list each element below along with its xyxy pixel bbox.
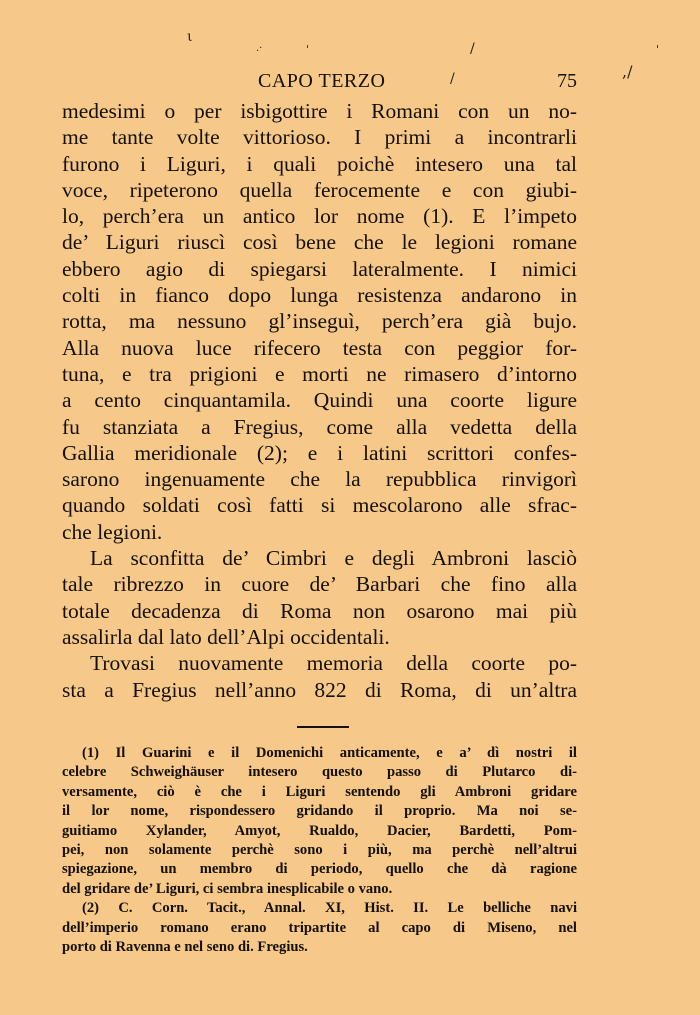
- text-line: sta a Fregius nell’anno 822 di Roma, di un’altra: [62, 677, 577, 702]
- main-text: [62, 98, 577, 703]
- text-line: lo, perch’era un antico lor nome (1). E l’impeto: [62, 204, 577, 229]
- text-line: La sconfitta de’ Cimbri e degli Ambroni lasciò: [90, 546, 577, 571]
- text-line: Alla nuova luce rifecero testa con peggior for-: [62, 335, 577, 360]
- text-line: Trovasi nuovamente memoria della coorte po-: [90, 651, 577, 676]
- text-line: a cento cinquantamila. Quindi una coorte ligure: [62, 388, 577, 413]
- text-line: sarono ingenuamente che la repubblica rinvigorì: [62, 467, 577, 492]
- ink-speck: /: [450, 71, 455, 87]
- ink-speck: ,/: [622, 62, 633, 81]
- text-line: totale decadenza di Roma non osarono mai più: [62, 598, 577, 623]
- text-line: tuna, e tra prigioni e morti ne rimasero d’intorno: [62, 361, 577, 386]
- text-line: furono i Liguri, i quali poichè intesero una tal: [62, 151, 577, 176]
- text-line: medesimi o per isbigottire i Romani con un no-: [62, 99, 577, 123]
- text-line: assalirla dal lato dell’Alpi occidentali.: [62, 624, 390, 649]
- footnote-line: porto di Ravenna e nel seno di. Fregius.: [62, 938, 308, 955]
- footnote-line: pei, non solamente perchè sono i più, ma perchè nell’altrui: [62, 841, 577, 858]
- footnote-line: guitiamo Xylander, Amyot, Rualdo, Dacier, Bardetti, Pom-: [62, 822, 577, 839]
- text-line: rotta, ma nessuno gl’inseguì, perch’era già bujo.: [62, 309, 577, 334]
- text-line: colti in fianco dopo lunga resistenza andarono in: [62, 283, 577, 308]
- text-line: voce, ripeterono quella ferocemente e con giubi-: [62, 177, 577, 202]
- text-line: ebbero agio di spiegarsi lateralmente. I nimici: [62, 256, 577, 281]
- page-number: 75: [557, 70, 577, 92]
- footnote-line: spiegazione, un membro di periodo, quello che dà ragione: [62, 861, 577, 878]
- chapter-title: CAPO TERZO: [258, 70, 386, 92]
- footnote-line: del gridare de’ Liguri, ci sembra inesplicabile o vano.: [62, 880, 393, 897]
- text-line: tale ribrezzo in cuore de’ Barbari che fino alla: [62, 572, 577, 597]
- footnote-line: celebre Schweighäuser intesero questo passo di Plutarco di-: [62, 764, 577, 781]
- text-line: me tante volte vittorioso. I primi a incontrarli: [62, 125, 577, 150]
- footnote-line: versamente, ciò è che i Liguri sentendo gli Ambroni gridare: [62, 783, 577, 800]
- ink-speck: /: [470, 41, 475, 57]
- text-line: che legioni.: [62, 519, 163, 544]
- text-line: quando soldati così fatti si mescolarono alle sfrac-: [62, 493, 577, 518]
- ink-speck: ι: [187, 29, 193, 45]
- running-header: [62, 68, 577, 98]
- ink-speck: ': [656, 43, 660, 56]
- footnote-separator: [297, 726, 349, 728]
- text-line: Gallia meridionale (2); e i latini scrittori confes-: [62, 440, 577, 465]
- footnotes: [62, 744, 577, 957]
- footnote-line: (1) Il Guarini e il Domenichi anticamente, e a’ dì nostri il: [82, 745, 577, 761]
- footnote-line: (2) C. Corn. Tacit., Annal. XI, Hist. II. Le belliche navi: [82, 900, 577, 917]
- ink-speck: ': [306, 43, 310, 56]
- footnote-line: il lor nome, rispondessero gridando il proprio. Ma noi se-: [62, 803, 577, 820]
- text-line: fu stanziata a Fregius, come alla vedetta della: [62, 414, 577, 439]
- ink-speck: .·: [256, 43, 263, 54]
- footnote-line: dell’imperio romano erano tripartite al capo di Miseno, nel: [62, 919, 577, 936]
- text-line: de’ Liguri riuscì così bene che le legioni romane: [62, 230, 577, 255]
